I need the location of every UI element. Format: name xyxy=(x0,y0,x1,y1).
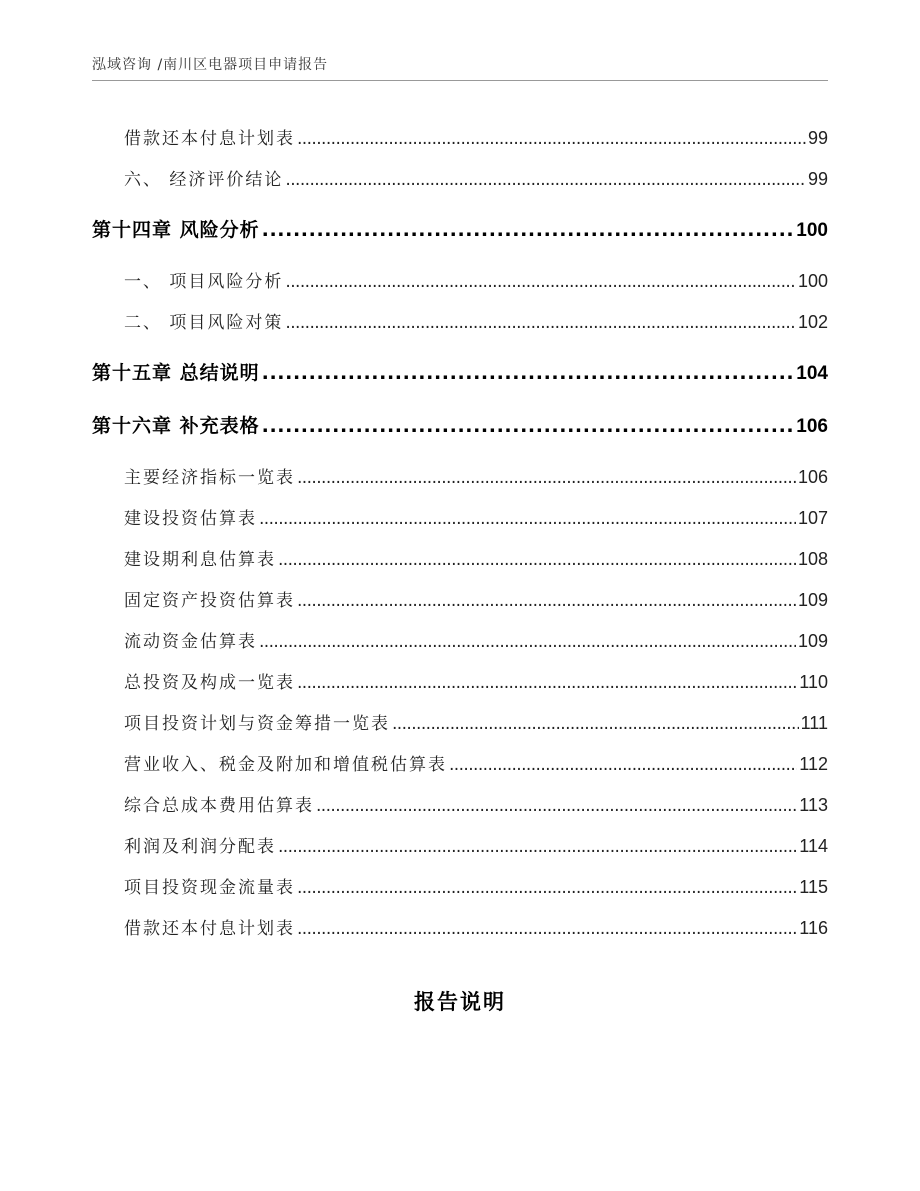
toc-entry-page: 107 xyxy=(797,508,828,528)
toc-entry[interactable] xyxy=(124,165,828,190)
toc-entry-page: 106 xyxy=(796,416,828,437)
toc-dot-leader xyxy=(259,632,796,652)
toc-entry[interactable] xyxy=(124,873,828,898)
toc-entry-page: 102 xyxy=(797,312,828,332)
toc-entry-page: 100 xyxy=(797,271,828,291)
toc-entry-page: 114 xyxy=(799,836,828,856)
toc-entry[interactable] xyxy=(124,463,828,488)
toc-entry-title: 第十五章 总结说明 xyxy=(92,362,260,384)
toc-entry-page: 109 xyxy=(797,590,828,610)
toc-entry-page: 106 xyxy=(797,467,828,487)
toc-entry-page: 115 xyxy=(799,877,828,897)
toc-dot-leader xyxy=(285,272,796,292)
toc-dot-leader xyxy=(278,550,796,570)
toc-dot-leader xyxy=(262,362,795,384)
toc-entry-page: 116 xyxy=(799,918,828,938)
toc-entry-page: 109 xyxy=(797,631,828,651)
toc-entry-title: 综合总成本费用估算表 xyxy=(124,796,314,816)
toc-dot-leader xyxy=(297,673,797,693)
toc-entry-title: 利润及利润分配表 xyxy=(124,837,276,857)
toc-dot-leader xyxy=(285,170,806,190)
toc-dot-leader xyxy=(259,509,796,529)
toc-entry-page: 112 xyxy=(799,754,828,774)
toc-entry-title: 第十六章 补充表格 xyxy=(92,415,260,437)
toc-entry[interactable] xyxy=(124,308,828,333)
toc-entry-title: 第十四章 风险分析 xyxy=(92,219,260,241)
toc-dot-leader xyxy=(285,313,796,333)
toc-entry-page: 113 xyxy=(799,795,828,815)
toc-entry-page: 99 xyxy=(807,169,828,189)
running-header: 泓域咨询 /南川区电器项目申请报告 xyxy=(92,57,329,73)
toc-entry-page: 100 xyxy=(796,220,828,241)
toc-entry[interactable] xyxy=(124,267,828,292)
toc-entry-title: 主要经济指标一览表 xyxy=(124,468,295,488)
toc-entry[interactable] xyxy=(124,709,828,734)
toc-dot-leader xyxy=(449,755,797,775)
toc-dot-leader xyxy=(297,919,797,939)
toc-entry-page: 111 xyxy=(800,713,828,733)
toc-entry-title: 二、 项目风险对策 xyxy=(124,313,284,333)
toc-entry-title: 营业收入、税金及附加和增值税估算表 xyxy=(124,755,447,775)
toc-chapter-entry[interactable] xyxy=(92,411,828,438)
toc-entry-page: 110 xyxy=(799,672,828,692)
toc-entry-title: 固定资产投资估算表 xyxy=(124,591,295,611)
toc-entry-page: 104 xyxy=(796,363,828,384)
toc-entry-page: 108 xyxy=(797,549,828,569)
section-heading: 报告说明 xyxy=(414,990,506,1014)
toc-dot-leader xyxy=(297,468,796,488)
toc-dot-leader xyxy=(316,796,797,816)
toc-entry[interactable] xyxy=(124,504,828,529)
toc-dot-leader xyxy=(278,837,797,857)
toc-dot-leader xyxy=(297,878,797,898)
toc-entry-title: 建设期利息估算表 xyxy=(124,550,276,570)
toc-entry-title: 借款还本付息计划表 xyxy=(124,919,295,939)
toc-entry-title: 总投资及构成一览表 xyxy=(124,673,295,693)
toc-entry[interactable] xyxy=(124,791,828,816)
toc-entry-title: 建设投资估算表 xyxy=(124,509,257,529)
toc-dot-leader xyxy=(262,219,795,241)
toc-chapter-entry[interactable] xyxy=(92,358,828,385)
toc-entry[interactable] xyxy=(124,627,828,652)
toc-chapter-entry[interactable] xyxy=(92,215,828,242)
toc-entry[interactable] xyxy=(124,586,828,611)
toc-entry[interactable] xyxy=(124,914,828,939)
toc-entry[interactable] xyxy=(124,750,828,775)
toc-dot-leader xyxy=(392,714,799,734)
toc-entry-title: 六、 经济评价结论 xyxy=(124,170,284,190)
toc-entry-title: 项目投资计划与资金筹措一览表 xyxy=(124,714,390,734)
toc-entry[interactable] xyxy=(124,668,828,693)
toc-dot-leader xyxy=(262,415,795,437)
toc-entry-title: 项目投资现金流量表 xyxy=(124,878,295,898)
toc-entry-title: 一、 项目风险分析 xyxy=(124,272,284,292)
toc-entry-title: 流动资金估算表 xyxy=(124,632,257,652)
toc-entry[interactable] xyxy=(124,545,828,570)
toc-entry[interactable] xyxy=(124,124,828,149)
toc-entry[interactable] xyxy=(124,832,828,857)
toc-entry-title: 借款还本付息计划表 xyxy=(124,129,295,149)
toc-entry-page: 99 xyxy=(807,128,828,148)
toc-dot-leader xyxy=(297,591,796,611)
toc-dot-leader xyxy=(297,129,806,149)
